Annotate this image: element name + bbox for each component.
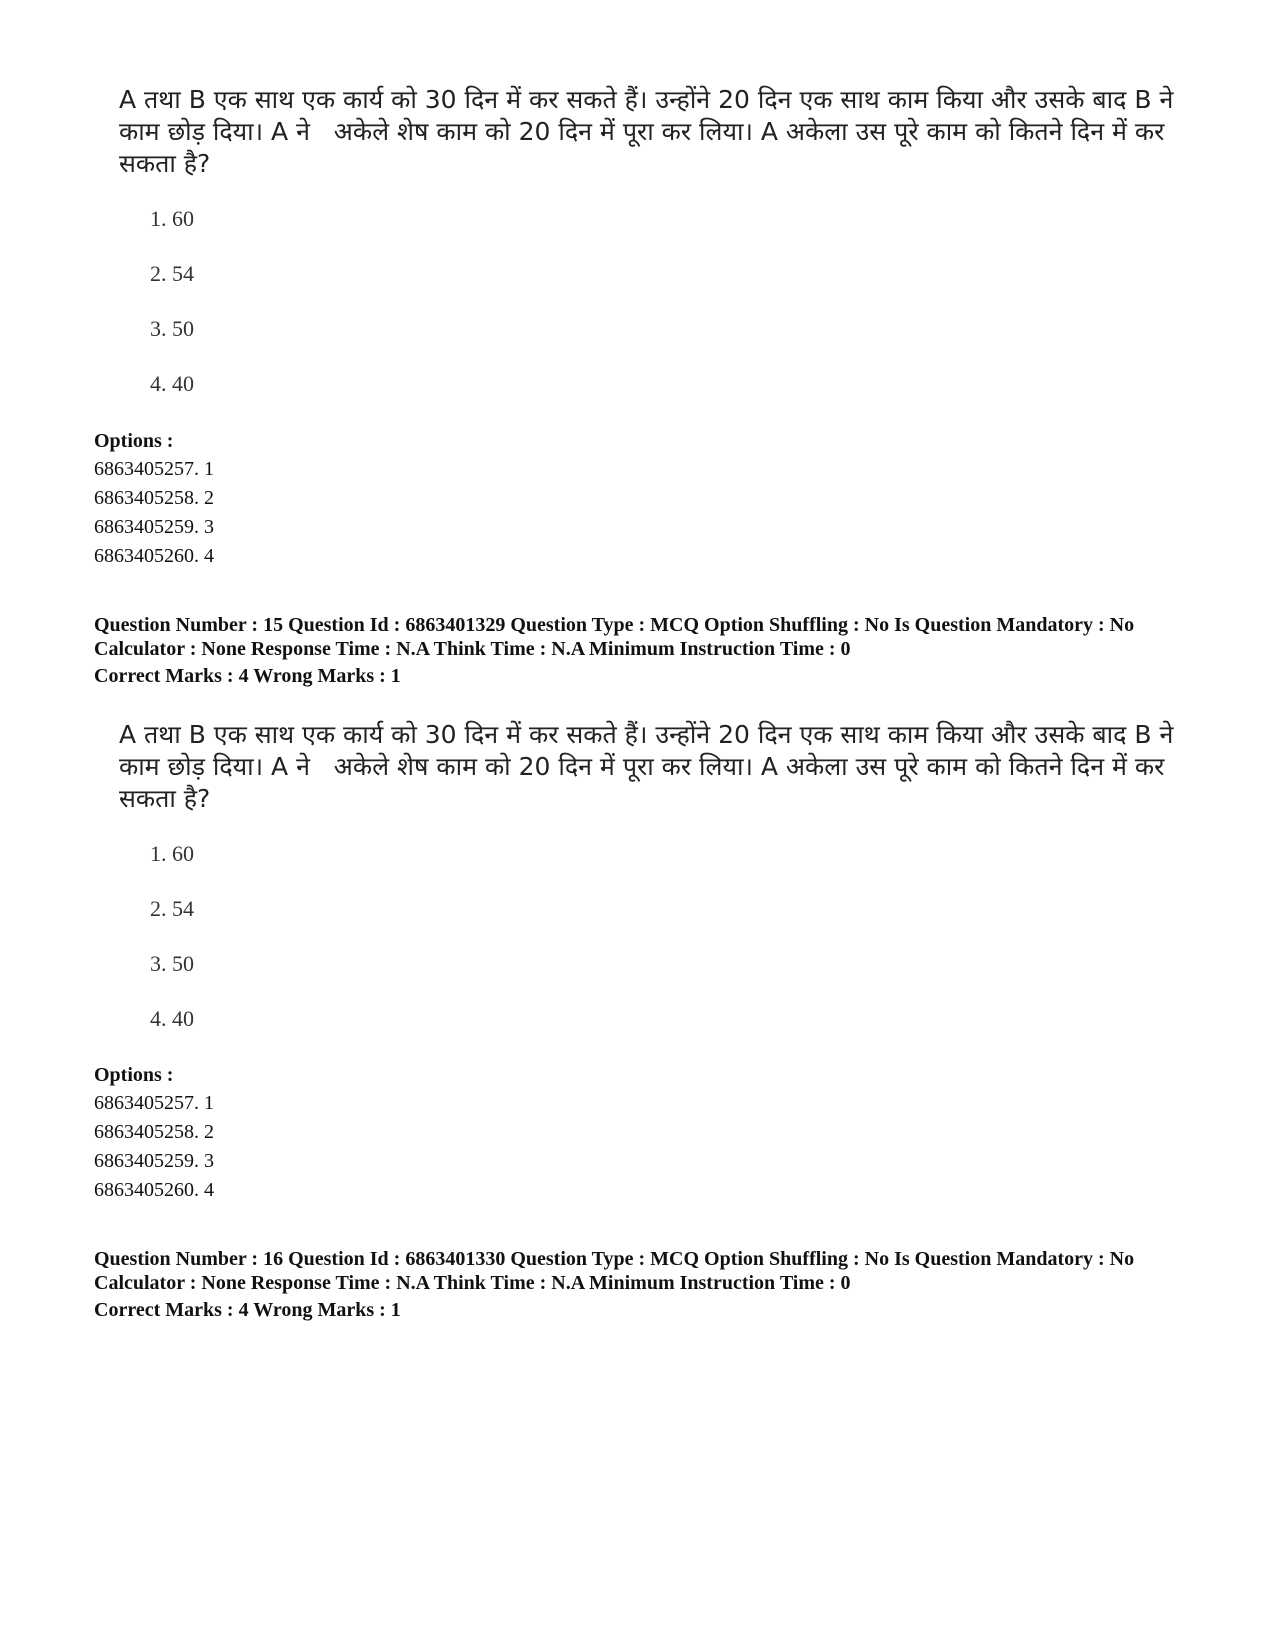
option-row: 6863405260. 4 — [94, 545, 214, 567]
option-row: 6863405257. 1 — [94, 458, 214, 480]
question-text-15: A तथा B एक साथ एक कार्य को 30 दिन में कर सकते हैं। उन्होंने 20 दिन एक साथ काम किया और उसके बाद B ने काम छोड़ दिया। A ने अकेले शेष काम को 20 दिन में पूरा कर लिया। A अकेला उस पूरे काम को कितने दिन में कर सकता है? — [119, 720, 1182, 813]
option-row: 6863405260. 4 — [94, 1179, 214, 1201]
option-list-15 — [94, 1089, 214, 1205]
option-row: 6863405258. 2 — [94, 1121, 214, 1143]
question-meta-15: Question Number : 15 Question Id : 6863401329 Question Type : MCQ Option Shuffling : No Is Question Mandatory : No Calculator : None Response Time : N.A Think Time : N.A Minimum Instruction Time : 0 — [94, 614, 1135, 660]
question-meta-16: Question Number : 16 Question Id : 6863401330 Question Type : MCQ Option Shuffling : No Is Question Mandatory : No Calculator : None Response Time : N.A Think Time : N.A Minimum Instruction Time : 0 — [94, 1248, 1135, 1294]
choice-item: 1. 60 — [150, 841, 194, 866]
choice-item: 3. 50 — [150, 951, 194, 976]
choice-item: 4. 40 — [150, 1006, 194, 1031]
options-heading-15: Options : — [94, 1064, 174, 1086]
option-row: 6863405259. 3 — [94, 516, 214, 538]
choice-item: 4. 40 — [150, 371, 194, 396]
choice-list-1 — [150, 207, 194, 427]
question-text-1: A तथा B एक साथ एक कार्य को 30 दिन में कर सकते हैं। उन्होंने 20 दिन एक साथ काम किया और उसके बाद B ने काम छोड़ दिया। A ने अकेले शेष काम को 20 दिन में पूरा कर लिया। A अकेला उस पूरे काम को कितने दिन में कर सकता है? — [119, 85, 1182, 178]
choice-list-15 — [150, 842, 194, 1062]
option-list-1 — [94, 455, 214, 571]
choice-item: 3. 50 — [150, 316, 194, 341]
choice-item: 2. 54 — [150, 896, 194, 921]
question-marks-16: Correct Marks : 4 Wrong Marks : 1 — [94, 1299, 401, 1321]
option-row: 6863405259. 3 — [94, 1150, 214, 1172]
question-marks-15: Correct Marks : 4 Wrong Marks : 1 — [94, 665, 401, 687]
choice-item: 1. 60 — [150, 206, 194, 231]
option-row: 6863405258. 2 — [94, 487, 214, 509]
options-heading-1: Options : — [94, 430, 174, 452]
choice-item: 2. 54 — [150, 261, 194, 286]
option-row: 6863405257. 1 — [94, 1092, 214, 1114]
